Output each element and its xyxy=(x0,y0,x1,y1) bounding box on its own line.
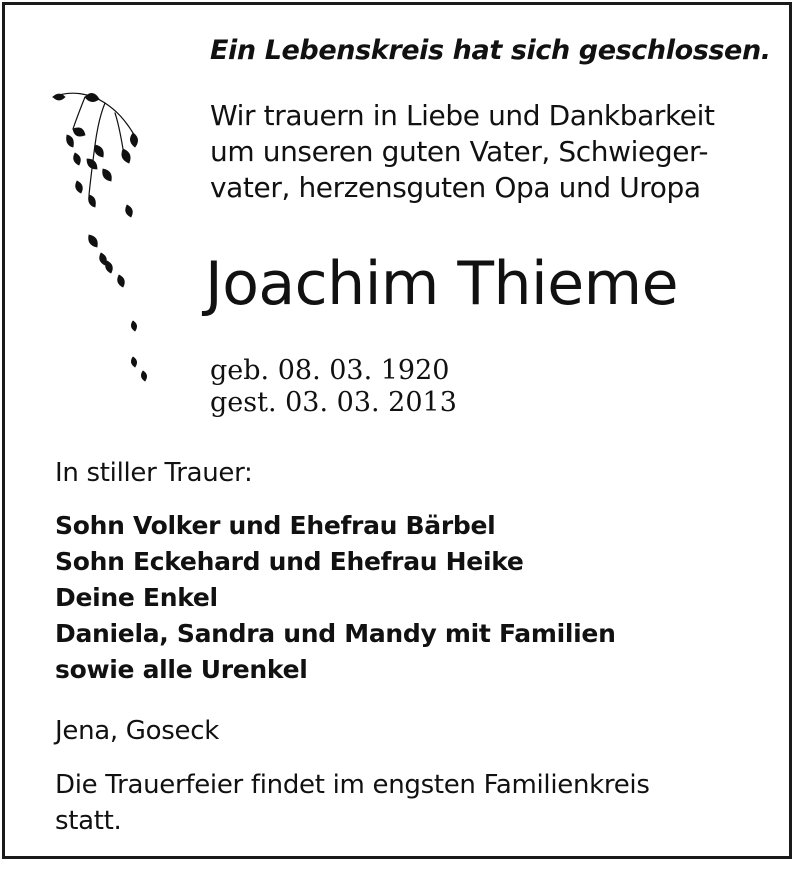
intro-text xyxy=(210,98,715,206)
funeral-notice xyxy=(55,767,650,839)
falling-leaves-branch-icon xyxy=(45,85,155,395)
family-line: Deine Enkel xyxy=(55,583,218,612)
death-date: gest. 03. 03. 2013 xyxy=(210,387,457,418)
motto-headline: Ein Lebenskreis hat sich geschlossen. xyxy=(210,35,771,66)
family-line: sowie alle Urenkel xyxy=(55,655,308,684)
birth-date: geb. 08. 03. 1920 xyxy=(210,355,450,386)
deceased-name: Joachim Thieme xyxy=(205,249,678,319)
family-list xyxy=(55,508,616,688)
mourning-label: In stiller Trauer: xyxy=(55,458,253,488)
notice-line: statt. xyxy=(55,806,122,836)
obituary-card xyxy=(2,2,792,859)
family-line: Daniela, Sandra und Mandy mit Familien xyxy=(55,619,616,648)
notice-line: Die Trauerfeier findet im engsten Familienkreis xyxy=(55,770,650,800)
family-line: Sohn Eckehard und Ehefrau Heike xyxy=(55,547,524,576)
intro-line: um unseren guten Vater, Schwieger- xyxy=(210,135,709,168)
life-dates xyxy=(210,355,457,419)
intro-line: Wir trauern in Liebe und Dankbarkeit xyxy=(210,99,715,132)
family-line: Sohn Volker und Ehefrau Bärbel xyxy=(55,511,496,540)
intro-line: vater, herzensguten Opa und Uropa xyxy=(210,171,701,204)
place-names: Jena, Goseck xyxy=(55,716,219,746)
